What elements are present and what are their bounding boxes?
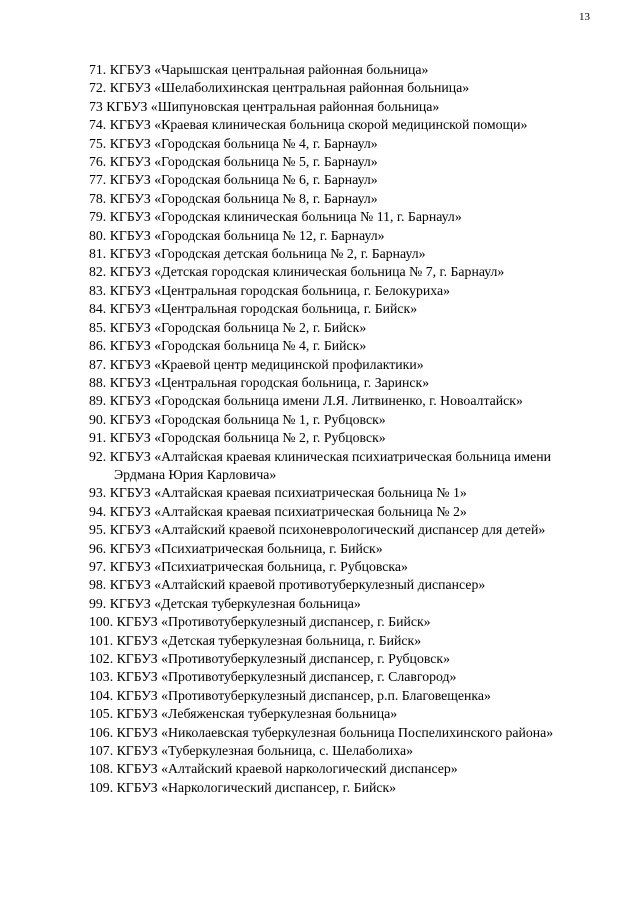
list-item: 76. КГБУЗ «Городская больница № 5, г. Барнаул»: [89, 154, 378, 170]
list-item: 91. КГБУЗ «Городская больница № 2, г. Рубцовск»: [89, 430, 386, 446]
list-item: 82. КГБУЗ «Детская городская клиническая больница № 7, г. Барнаул»: [89, 264, 505, 280]
list-item: 103. КГБУЗ «Противотуберкулезный диспансер, г. Славгород»: [89, 669, 457, 685]
list-item: 87. КГБУЗ «Краевой центр медицинской профилактики»: [89, 356, 424, 372]
list-item: 85. КГБУЗ «Городская больница № 2, г. Бийск»: [89, 319, 367, 335]
list-item: 105. КГБУЗ «Лебяженская туберкулезная больница»: [89, 706, 398, 722]
list-item: 95. КГБУЗ «Алтайский краевой психоневрологический диспансер для детей»: [89, 522, 546, 538]
list-item: 108. КГБУЗ «Алтайский краевой наркологический диспансер»: [89, 761, 458, 777]
list-item: 72. КГБУЗ «Шелаболихинская центральная районная больница»: [89, 80, 470, 96]
list-item: 84. КГБУЗ «Центральная городская больница, г. Бийск»: [89, 301, 418, 317]
list-item: 97. КГБУЗ «Психиатрическая больница, г. Рубцовска»: [89, 558, 408, 574]
list-item: 98. КГБУЗ «Алтайский краевой противотуберкулезный диспансер»: [89, 577, 486, 593]
list-item: 106. КГБУЗ «Николаевская туберкулезная больница Поспелихинского района»: [89, 724, 554, 740]
list-item: 74. КГБУЗ «Краевая клиническая больница скорой медицинской помощи»: [89, 117, 528, 133]
list-item: 78. КГБУЗ «Городская больница № 8, г. Барнаул»: [89, 190, 378, 206]
page-number: 13: [579, 11, 590, 23]
list-item: 83. КГБУЗ «Центральная городская больница, г. Белокуриха»: [89, 282, 450, 298]
list-item: 100. КГБУЗ «Противотуберкулезный диспансер, г. Бийск»: [89, 614, 431, 630]
list-item: 99. КГБУЗ «Детская туберкулезная больница»: [89, 595, 361, 611]
list-item: 104. КГБУЗ «Противотуберкулезный диспансер, р.п. Благовещенка»: [89, 687, 491, 703]
list-item: 77. КГБУЗ «Городская больница № 6, г. Барнаул»: [89, 172, 378, 188]
list-item: 107. КГБУЗ «Туберкулезная больница, с. Шелаболиха»: [89, 743, 414, 759]
list-item: 79. КГБУЗ «Городская клиническая больница № 11, г. Барнаул»: [89, 209, 462, 225]
institution-list: [89, 61, 589, 797]
list-item: 90. КГБУЗ «Городская больница № 1, г. Рубцовск»: [89, 411, 386, 427]
list-item: 81. КГБУЗ «Городская детская больница № 2, г. Барнаул»: [89, 246, 426, 262]
list-item: 94. КГБУЗ «Алтайская краевая психиатрическая больница № 2»: [89, 503, 467, 519]
list-item: 80. КГБУЗ «Городская больница № 12, г. Барнаул»: [89, 227, 385, 243]
list-item: 88. КГБУЗ «Центральная городская больница, г. Заринск»: [89, 374, 430, 390]
list-item: 102. КГБУЗ «Противотуберкулезный диспансер, г. Рубцовск»: [89, 651, 451, 666]
list-item: 93. КГБУЗ «Алтайская краевая психиатрическая больница № 1»: [89, 485, 467, 501]
list-item: 89. КГБУЗ «Городская больница имени Л.Я. Литвиненко, г. Новоалтайск»: [89, 393, 523, 409]
list-item: 101. КГБУЗ «Детская туберкулезная больница, г. Бийск»: [89, 632, 422, 648]
list-item: 109. КГБУЗ «Наркологический диспансер, г. Бийск»: [89, 779, 397, 795]
list-item: 73 КГБУЗ «Шипуновская центральная районная больница»: [89, 98, 440, 114]
list-item: 92. КГБУЗ «Алтайская краевая клиническая психиатрическая больница имени Эрдмана Юрия Карловича»: [89, 448, 552, 482]
list-item: 75. КГБУЗ «Городская больница № 4, г. Барнаул»: [89, 135, 378, 151]
list-item: 71. КГБУЗ «Чарышская центральная районная больница»: [89, 62, 429, 77]
list-item: 86. КГБУЗ «Городская больница № 4, г. Бийск»: [89, 338, 367, 354]
list-item: 96. КГБУЗ «Психиатрическая больница, г. Бийск»: [89, 540, 383, 556]
